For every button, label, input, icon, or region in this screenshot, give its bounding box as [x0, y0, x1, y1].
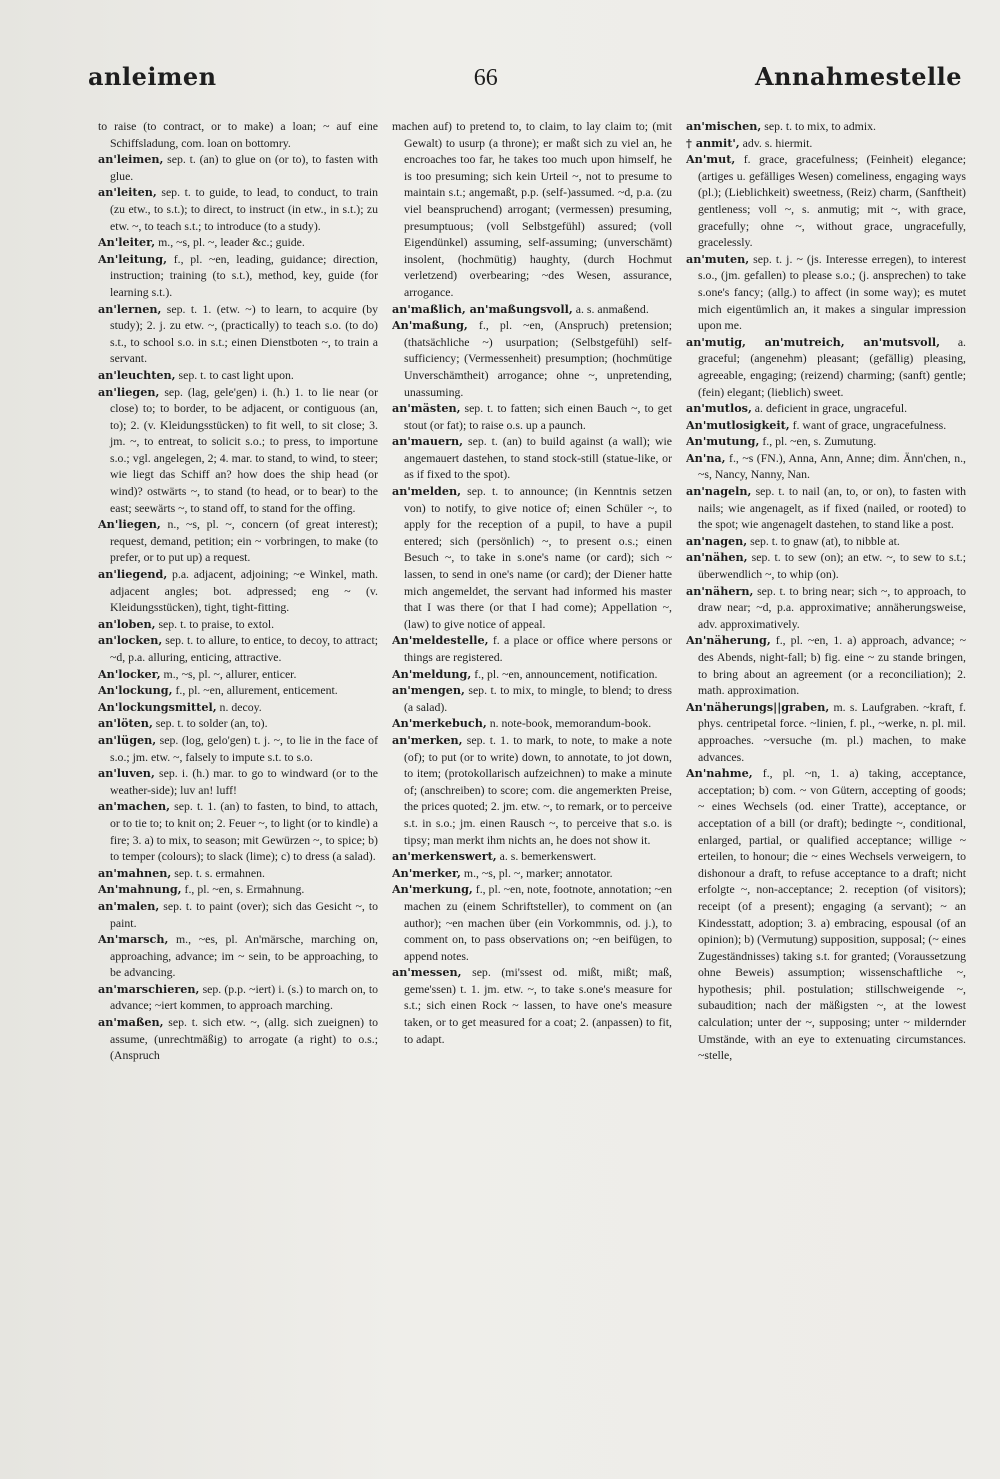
entry-definition: m. s. Laufgraben. ~kraft, f. phys. centripetal force. ~linien, f. pl., ~werke, n. pl. mil. approaches. ~versuche (m. pl.) machen, to make advances. [698, 699, 966, 764]
dictionary-entry [686, 433, 966, 450]
entry-definition: adv. s. hiermit. [739, 135, 813, 150]
entry-headword: An'mut, [686, 152, 736, 167]
dictionary-entry [686, 151, 966, 251]
dictionary-entry [686, 583, 966, 633]
entry-headword: An'liegen, [98, 517, 161, 532]
dictionary-entry [686, 417, 966, 434]
dictionary-entry [392, 732, 672, 848]
dictionary-entry [98, 616, 378, 633]
dictionary-columns [98, 118, 966, 1453]
dictionary-entry [392, 682, 672, 715]
entry-definition: sep. t. 1. (an) to fasten, to bind, to attach, or to tie to; to knit on; 2. Feuer ~, to light (or to kindle) a fire; 3. a) to mix, to season; mit Gewürzen ~, to spice; b) to temper (colours); to slack (lime); c) to dress (a salad). [110, 799, 378, 864]
entry-definition: sep. t. s. ermahnen. [171, 865, 266, 880]
entry-headword: an'leimen, [98, 152, 164, 167]
dictionary-entry [98, 715, 378, 732]
dictionary-entry [98, 981, 378, 1014]
entry-definition: sep. (log, gelo'gen) t. j. ~, to lie in the face of s.o.; jm. etw. ~, falsely to impute s.t. to s.o. [110, 732, 378, 764]
dictionary-entry [392, 881, 672, 964]
entry-headword: An'lockung, [98, 683, 173, 698]
entry-headword: an'malen, [98, 898, 160, 913]
entry-headword: an'mengen, [392, 683, 465, 698]
entry-headword: An'näherung, [686, 633, 771, 648]
entry-definition: sep. t. to solder (an, to). [152, 716, 268, 731]
entry-headword: an'nähern, [686, 583, 754, 598]
entry-definition: sep. (mi'ssest od. mißt, mißt; maß, geme'ssen) t. 1. jm. etw. ~, to take s.one's measure for s.t.; sich einen Rock ~ lassen, to have one's measure taken, or to get measured for a coat; 2. (anpassen) to fit, to adapt. [404, 965, 672, 1046]
dictionary-entry [98, 732, 378, 765]
entry-definition: f., ~s (FN.), Anna, Ann, Anne; dim. Änn'chen, n., ~s, Nancy, Nanny, Nan. [698, 450, 966, 482]
entry-headword: An'marsch, [98, 932, 169, 947]
entry-headword: an'maßlich, an'maßungsvoll, [392, 301, 573, 316]
entry-headword: an'locken, [98, 633, 163, 648]
entry-headword: an'messen, [392, 965, 462, 980]
dictionary-entry [392, 301, 672, 318]
entry-headword: An'mutung, [686, 434, 760, 449]
dictionary-entry [392, 317, 672, 400]
entry-headword: An'leitung, [98, 251, 168, 266]
entry-definition: f., pl. ~n, 1. a) taking, acceptance, acceptation; b) com. ~ von Gütern, accepting of goods; ~ eines Wechsels (od. einer Tratte), acceptance, or acceptation of a bill (or draft); bedingte ~, conditional, enlarged, partial, or qualified acceptance; willige ~ erteilen, to honour; die ~ eines Wechsels verweigern, to dishonour a draft, to refuse acceptance to a draft; nicht erfolgte ~, non-acceptance; 2. reception (of visitors); receipt (of a present); engaging (a servant); ~ an Kindesstatt, adoption; 3. a) embracing, espousal (of an opinion); b) (Vermutung) supposition, supposal; (~ eines Zugeständnisses) taking s.t. for granted; (Voraussetzung ohne Beweis) assumption; wissenschaftliche ~, hypothesis; phil. postulation; stillschweigende ~, subaudition; nach der mäßigsten ~, at the lowest calculation; unter der ~, supposing; unter ~ mildernder Umstände, with an eye to extenuating circumstances. ~stelle, [698, 766, 966, 1063]
entry-headword: An'nahme, [686, 766, 753, 781]
dictionary-entry [98, 566, 378, 616]
entry-definition: m., ~s, pl. ~, leader &c.; guide. [155, 235, 305, 250]
dictionary-entry [98, 666, 378, 683]
entry-definition: m., ~es, pl. An'märsche, marching on, approaching, advance; im ~ sein, to be approaching, to be advancing. [110, 932, 378, 980]
dictionary-entry [686, 632, 966, 698]
entry-definition: sep. t. to bring near; sich ~, to approach, to draw near; ~d, p.a. approximative; annäherungsweise, adv. approximatively. [698, 583, 966, 631]
dictionary-entry [686, 549, 966, 582]
dictionary-entry [392, 964, 672, 1047]
dictionary-entry [686, 450, 966, 483]
column-left [98, 118, 378, 1453]
entry-definition: sep. t. to gnaw (at), to nibble at. [747, 533, 900, 548]
entry-headword: an'nagen, [686, 533, 748, 548]
entry-definition: f., pl. ~en, s. Zumutung. [759, 434, 877, 449]
entry-headword: an'lügen, [98, 732, 157, 747]
entry-definition: sep. t. 1. to mark, to note, to make a note (of); to put (or to write) down, to annotate, to jot down, to item; (protokollarisch aufzeichnen) to make a minute of; (anschreiben) to score; com. die angemerkten Preise, the prices quoted; 2. jm. etw. ~, to remark, or to perceive s.t. in s.o.; jm. einen Rausch ~, to perceive that s.o. is tipsy; man merkt ihm nichts an, he does not show it. [404, 732, 672, 847]
header-last-headword: Annahmestelle [754, 62, 962, 91]
dictionary-entry [98, 699, 378, 716]
entry-headword: An'locker, [98, 666, 161, 681]
entry-headword: an'mauern, [392, 434, 464, 449]
header-first-headword: anleimen [88, 62, 217, 91]
dictionary-entry [392, 715, 672, 732]
entry-headword: an'löten, [98, 716, 153, 731]
entry-headword: An'mutlosigkeit, [686, 417, 790, 432]
entry-definition: sep. t. sich etw. ~, (allg. sich zueignen) to assume, (unrechtmäßig) to arrogate (a right) to o.s.; (Anspruch [110, 1015, 378, 1063]
dictionary-entry [686, 533, 966, 550]
entry-headword: an'muten, [686, 251, 750, 266]
entry-definition: m., ~s, pl. ~, allurer, enticer. [160, 666, 297, 681]
entry-definition: sep. t. (an) to build against (a wall); wie angemauert dastehen, to stand stock-still (statue-like, or as if fixed to the spot). [404, 434, 672, 482]
entry-definition: sep. t. j. ~ (js. Interesse erregen), to interest s.o., (jm. gefallen) to please s.o.; (j. ansprechen) to take s.one's fancy; (allg.) to affect (in some way); es mutet mich eigentümlich an, it makes a singular impression upon me. [698, 251, 966, 333]
entry-headword: an'leiten, [98, 185, 157, 200]
entry-definition: a. graceful; (angenehm) pleasant; (gefällig) pleasing, agreeable, engaging; (reizend) charming; (sanft) gentle; (fein) elegant; (lieblich) sweet. [698, 334, 966, 399]
dictionary-entry [686, 699, 966, 765]
dictionary-entry [392, 865, 672, 882]
entry-headword: † anmit', [686, 135, 740, 150]
entry-headword: An'näherungs||graben, [686, 699, 830, 714]
column-right [686, 118, 966, 1453]
entry-headword: an'lernen, [98, 301, 162, 316]
dictionary-entry [98, 516, 378, 566]
entry-headword: an'mästen, [392, 401, 461, 416]
page-header [88, 62, 962, 102]
dictionary-entry [98, 898, 378, 931]
dictionary-entry [686, 400, 966, 417]
entry-headword: an'liegen, [98, 384, 160, 399]
entry-headword: an'mischen, [686, 119, 762, 133]
dictionary-entry [98, 1014, 378, 1064]
entry-definition: a. s. anmaßend. [572, 301, 649, 316]
entry-definition: sep. t. to praise, to extol. [155, 616, 275, 631]
entry-headword: an'leuchten, [98, 367, 176, 382]
entry-definition: sep. t. to paint (over); sich das Gesicht ~, to paint. [110, 898, 378, 930]
entry-headword: an'liegend, [98, 567, 168, 582]
dictionary-entry [98, 881, 378, 898]
entry-headword: an'nageln, [686, 484, 752, 499]
entry-definition: sep. (p.p. ~iert) i. (s.) to march on, to advance; ~iert kommen, to approach marching. [110, 981, 378, 1013]
dictionary-entry [686, 135, 966, 152]
entry-definition: f., pl. ~en, leading, guidance; direction, instruction; training (to s.t.), method, key, guide (for learning s.t.). [110, 251, 378, 299]
entry-headword: an'mahnen, [98, 865, 172, 880]
dictionary-entry [686, 118, 966, 135]
entry-headword: an'loben, [98, 616, 156, 631]
dictionary-entry [98, 184, 378, 234]
entry-headword: an'merkenswert, [392, 849, 497, 864]
entry-definition: f., pl. ~en, 1. a) approach, advance; ~ des Abends, night-fall; b) fig. eine ~ zu stande bringen, to bring about an agreement (or a reconciliation); 2. math. approximation. [698, 633, 966, 698]
dictionary-entry [98, 384, 378, 517]
dictionary-entry [98, 251, 378, 301]
dictionary-entry [686, 251, 966, 334]
entry-headword: an'nähen, [686, 550, 748, 565]
entry-headword: an'maßen, [98, 1015, 164, 1030]
entry-headword: An'lockungsmittel, [98, 699, 217, 714]
entry-definition: sep. t. to nail (an, to, or on), to fasten with nails; wie angenagelt, as if fixed (nailed, or rooted) to the spot; wie angenagelt dastehen, to stand like a post. [698, 484, 966, 532]
dictionary-entry [98, 367, 378, 384]
entry-definition: sep. t. to guide, to lead, to conduct, to train (zu etw., to s.t.); to direct, to instruct (in etw., in s.t.); zu etw. ~, to teach s.t.; to introduce (to a study). [110, 185, 378, 233]
entry-definition: f., pl. ~en, allurement, enticement. [172, 683, 338, 698]
entry-definition: sep. (lag, gele'gen) i. (h.) 1. to lie near (or close) to; to border, to be adjacent, or contiguous (an, to); 2. (v. Kleidungsstücken) to fit well, to sit close; 3. jm. ~, to entreat, to solicit s.o.; to press, to importune s.o.; vgl. angelegen, 2; 4. mar. to stand, to wind, to steer; wie liegt das Schiff an? how does the ship head (or wind)? ostwärts ~, to stand (to head, or to bear) to the east; seewärts ~, to stand off, to stand for the offing. [110, 384, 378, 515]
entry-headword: An'merkung, [392, 882, 473, 897]
entry-headword: an'merken, [392, 732, 463, 747]
entry-headword: an'luven, [98, 766, 155, 781]
entry-headword: An'meldestelle, [392, 633, 489, 648]
entry-definition: sep. t. to allure, to entice, to decoy, to attract; ~d, p.a. alluring, enticing, attractive. [110, 633, 378, 664]
dictionary-entry [392, 433, 672, 483]
dictionary-entry [98, 118, 378, 151]
dictionary-entry [98, 301, 378, 367]
dictionary-entry [98, 931, 378, 981]
entry-headword: an'mutig, an'mutreich, an'mutsvoll, [686, 334, 941, 349]
dictionary-entry [98, 234, 378, 251]
entry-definition: f. grace, gracefulness; (Feinheit) elegance; (artiges u. gefälliges Wesen) comeliness, engaging ways (pl.); (Lieblichkeit) sweetness, (Reiz) charm, (Sanftheit) gentleness; voll ~, s. anmutig; mit ~, with grace, gracefully; ohne ~, without grace, ungracefully, gracelessly. [698, 152, 966, 250]
entry-definition: f., pl. ~en, (Anspruch) pretension; (thatsächliche ~) usurpation; (Selbstgefühl) self-sufficiency; (Vermessenheit) presumption; (hochmütige Unverschämtheit) arrogance; ohne ~, unpretending, unassuming. [404, 318, 672, 399]
entry-definition: a. deficient in grace, ungraceful. [751, 401, 908, 416]
entry-headword: an'mutlos, [686, 401, 752, 416]
entry-headword: An'meldung, [392, 666, 472, 681]
entry-definition: n. decoy. [216, 699, 262, 714]
page-number: 66 [473, 65, 498, 91]
dictionary-entry [392, 848, 672, 865]
entry-definition: f., pl. ~en, announcement, notification. [471, 666, 658, 681]
entry-headword: An'na, [686, 450, 726, 465]
entry-definition: m., ~s, pl. ~, marker; annotator. [460, 865, 613, 880]
entry-definition: sep. t. to cast light upon. [175, 367, 294, 382]
entry-headword: an'machen, [98, 799, 170, 814]
entry-headword: an'melden, [392, 484, 461, 499]
entry-headword: An'maßung, [392, 318, 468, 333]
entry-definition: sep. i. (h.) mar. to go to windward (or to the weather-side); luv an! luff! [110, 766, 378, 797]
entry-definition: n. note-book, memorandum-book. [486, 716, 652, 731]
dictionary-entry [392, 118, 672, 301]
entry-headword: An'leiter, [98, 235, 156, 250]
entry-definition: sep. t. (an) to glue on (or to), to fasten with glue. [110, 152, 378, 183]
dictionary-entry [392, 400, 672, 433]
entry-definition: machen auf) to pretend to, to claim, to lay claim to; (mit Gewalt) to usurp (a throne); er maßt sich zu viel an, he encroaches too far, he takes too much upon himself, he is too presuming; sich kein Urteil ~, not to presume to maintain s.t.; angemaßt, p.p. (self-)assumed. ~d, p.a. (zu viel beanspruchend) arrogant; (vermessen) presuming, presumptuous; (voll Selbstgefühl) assured; (voll Eigendünkel) assuming, self-assuming; (unverschämt) insolent, (hochmütig) haughty, (durch Hochmut verletzend) overbearing; ~des Wesen, assurance, arrogance. [392, 119, 672, 299]
entry-definition: sep. t. to sew (on); an etw. ~, to sew to s.t.; überwendlich ~, to whip (on). [698, 550, 966, 582]
entry-definition: sep. t. to mix, to mingle, to blend; to dress (a salad). [404, 683, 672, 714]
entry-definition: to raise (to contract, or to make) a loan; ~ auf eine Schiffsladung, com. loan on bottomry. [98, 119, 378, 150]
dictionary-entry [686, 765, 966, 1064]
dictionary-entry [98, 632, 378, 665]
entry-definition: sep. t. to announce; (in Kenntnis setzen von) to notify, to give notice of; einen Schüler ~, to apply for the reception of a pupil, to have a pupil entered; sich (persönlich) ~, to present o.s.; einen Besuch ~, to take in s.one's name (or card); sich ~ lassen, to send in one's name (or card); der Diener hatte mich angemeldet, the servant had informed his master that I was there (or that I had come); Appellation ~, (law) to give notice of appeal. [404, 484, 672, 631]
entry-headword: An'merker, [392, 865, 461, 880]
dictionary-entry [98, 151, 378, 184]
entry-headword: An'mahnung, [98, 882, 182, 897]
dictionary-entry [686, 483, 966, 533]
entry-definition: f. want of grace, ungracefulness. [789, 417, 947, 432]
entry-definition: sep. t. 1. (etw. ~) to learn, to acquire (by study); 2. j. zu etw. ~, (practically) to teach s.o. (to do) s.t., to school s.o. in s.t.; einen Dienstboten ~, to train a servant. [110, 301, 378, 366]
entry-definition: p.a. adjacent, adjoining; ~e Winkel, math. adjacent angles; bot. adpressed; eng ~ (v. Kleidungsstücken), tight, tight-fitting. [110, 567, 378, 615]
dictionary-entry [98, 798, 378, 864]
dictionary-entry [98, 865, 378, 882]
entry-definition: sep. t. to mix, to admix. [761, 119, 876, 133]
column-middle [392, 118, 672, 1453]
dictionary-entry [392, 666, 672, 683]
entry-headword: An'merkebuch, [392, 716, 487, 731]
dictionary-entry [98, 765, 378, 798]
entry-definition: a. s. bemerkenswert. [496, 849, 597, 864]
entry-definition: f. a place or office where persons or things are registered. [404, 633, 672, 664]
dictionary-entry [98, 682, 378, 699]
entry-definition: n., ~s, pl. ~, concern (of great interest); request, demand, petition; ein ~ vorbringen, to make (to prefer, or to put up) a request. [110, 517, 378, 565]
dictionary-entry [686, 334, 966, 400]
dictionary-entry [392, 483, 672, 632]
entry-definition: sep. t. to fatten; sich einen Bauch ~, to get stout (or fat); to raise o.s. up a paunch. [404, 401, 672, 432]
entry-definition: f., pl. ~en, s. Ermahnung. [181, 882, 305, 897]
entry-headword: an'marschieren, [98, 981, 200, 996]
dictionary-entry [392, 632, 672, 665]
entry-definition: f., pl. ~en, note, footnote, annotation; ~en machen zu (einem Schriftsteller), to comment on (an author); ~en machen über (ein Vorkommnis, od. j.), to comment on, to pass observations on; ~en beifügen, to append notes. [404, 882, 672, 963]
